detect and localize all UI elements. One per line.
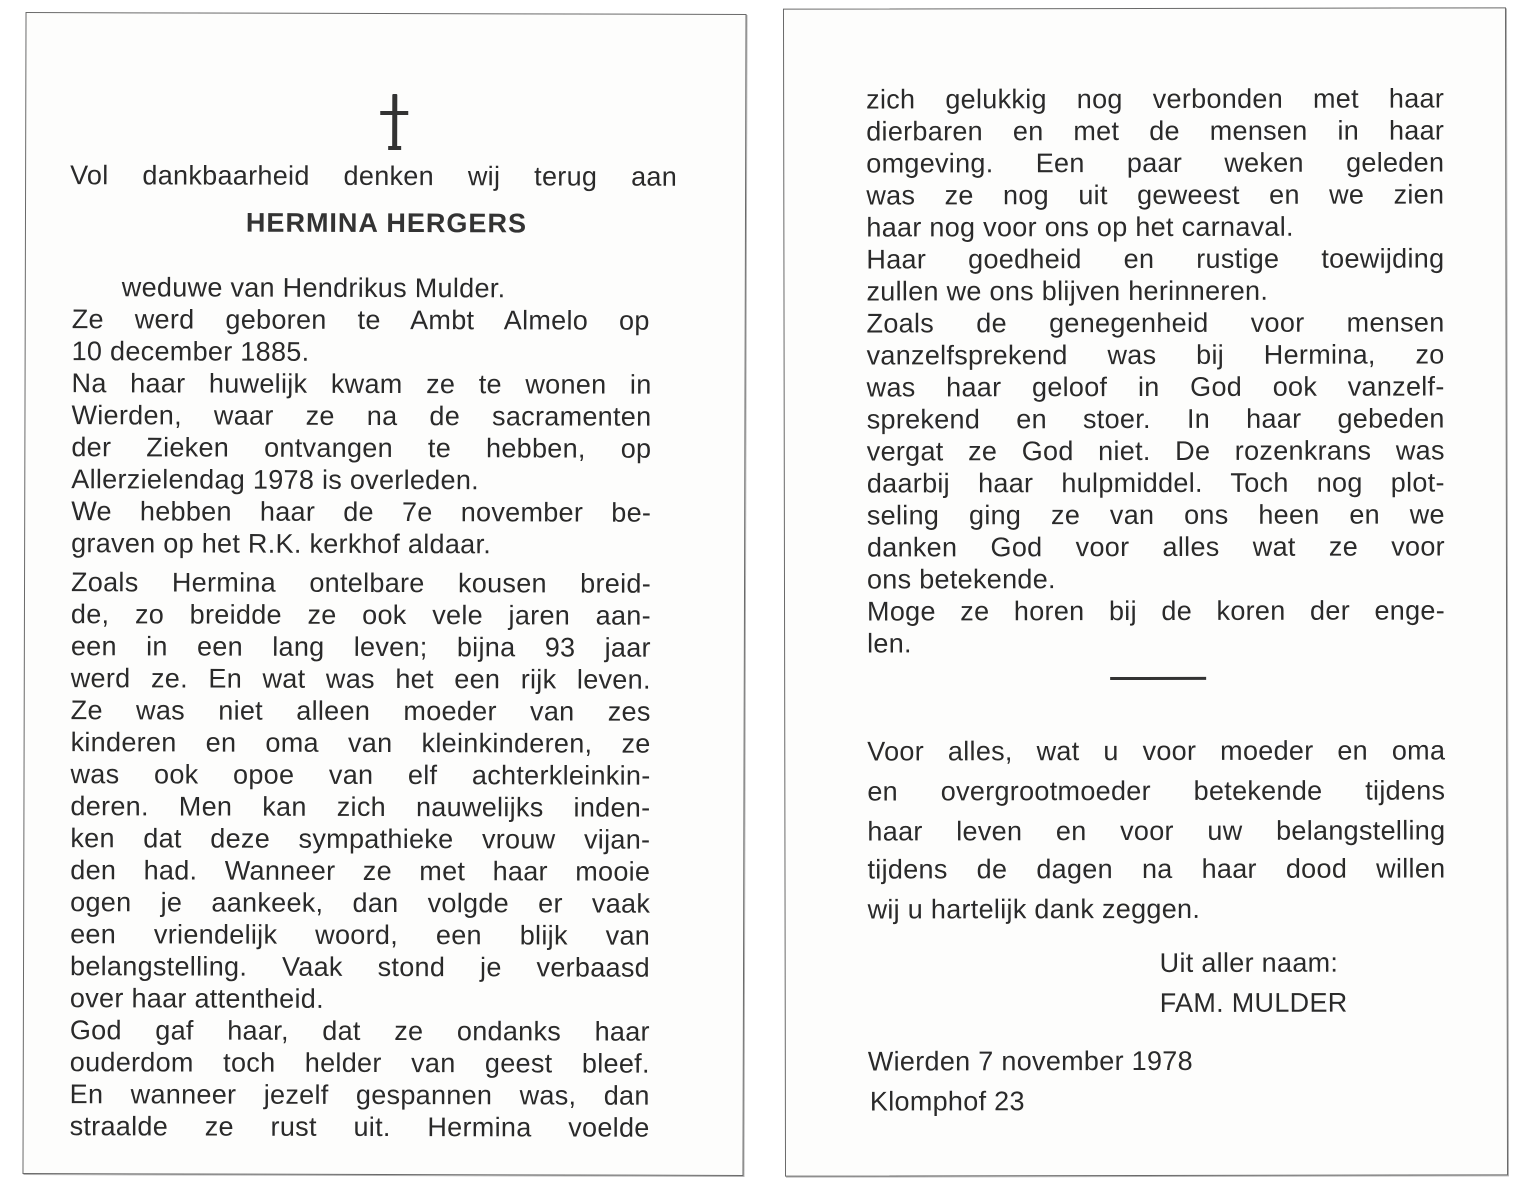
family-name: FAM. MULDER xyxy=(1159,987,1348,1018)
body-line: der Zieken ontvangen te hebben, op xyxy=(71,432,652,464)
body-line: weduwe van Hendrikus Mulder. xyxy=(121,272,506,304)
deceased-name: HERMINA HERGERS xyxy=(245,207,528,239)
body-line: daarbij haar hulpmiddel. Toch nog plot- xyxy=(866,467,1445,499)
body-line: den had. Wanneer ze met haar mooie xyxy=(70,855,651,887)
body-line: danken God voor alles wat ze voor xyxy=(866,531,1445,563)
body-line: straalde ze rust uit. Hermina voelde xyxy=(69,1111,650,1143)
body-line: werd ze. En wat was het een rijk leven. xyxy=(70,663,651,695)
body-line: een vriendelijk woord, een blijk van xyxy=(70,919,651,951)
body-line: ken dat deze sympathieke vrouw vijan- xyxy=(70,823,651,855)
body-line: was ook opoe van elf achterkleinkin- xyxy=(70,759,651,791)
intro-line: Vol dankbaarheid denken wij terug aan xyxy=(70,160,678,192)
prayer-card-right-page xyxy=(783,7,1508,1176)
address: Klomphof 23 xyxy=(869,1086,1025,1117)
body-line: Wierden, waar ze na de sacramenten xyxy=(71,400,652,432)
thanks-line: tijdens de dagen na haar dood willen xyxy=(867,853,1446,885)
section-divider xyxy=(1110,677,1206,680)
cross-icon xyxy=(378,94,412,152)
body-line: ouderdom toch helder van geest bleef. xyxy=(69,1047,650,1079)
body-line: Ze werd geboren te Ambt Almelo op xyxy=(71,304,650,336)
body-line: haar nog voor ons op het carnaval. xyxy=(866,211,1294,243)
body-line: 10 december 1885. xyxy=(71,336,310,367)
body-line: Zoals de genegenheid voor mensen xyxy=(866,307,1445,339)
body-line: was ze nog uit geweest en we zien xyxy=(866,179,1445,211)
thanks-line: wij u hartelijk dank zeggen. xyxy=(867,893,1201,925)
body-line: de, zo breidde ze ook vele jaren aan- xyxy=(70,599,651,631)
body-line: Allerzielendag 1978 is overleden. xyxy=(71,464,480,496)
signoff-text: Uit aller naam: xyxy=(1159,947,1339,978)
body-line: graven op het R.K. kerkhof aldaar. xyxy=(71,528,492,560)
place-date: Wierden 7 november 1978 xyxy=(867,1045,1193,1077)
body-line: sprekend en stoer. In haar gebeden xyxy=(866,403,1445,435)
body-line: deren. Men kan zich nauwelijks inden- xyxy=(70,791,651,823)
body-line: Ze was niet alleen moeder van zes xyxy=(70,695,651,727)
body-line: kinderen en oma van kleinkinderen, ze xyxy=(70,727,651,759)
thanks-line: Voor alles, wat u voor moeder en oma xyxy=(867,735,1446,767)
body-line: vanzelfsprekend was bij Hermina, zo xyxy=(866,339,1445,371)
body-line: Haar goedheid en rustige toewijding xyxy=(866,243,1445,275)
body-line: dierbaren en met de mensen in haar xyxy=(866,115,1445,147)
body-line: vergat ze God niet. De rozenkrans was xyxy=(866,435,1445,467)
body-line: We hebben haar de 7e november be- xyxy=(71,496,652,528)
thanks-line: en overgrootmoeder betekende tijdens xyxy=(867,775,1446,807)
body-line: Zoals Hermina ontelbare kousen breid- xyxy=(70,567,652,599)
body-line: over haar attentheid. xyxy=(69,983,324,1014)
prayer-card-left-page xyxy=(22,12,746,1176)
body-line: ons betekende. xyxy=(866,564,1056,595)
body-line: was haar geloof in God ook vanzelf- xyxy=(866,371,1445,403)
body-line: Na haar huwelijk kwam ze te wonen in xyxy=(71,368,652,400)
body-line: En wanneer jezelf gespannen was, dan xyxy=(69,1079,650,1111)
body-line: God gaf haar, dat ze ondanks haar xyxy=(69,1015,650,1047)
body-line: belangstelling. Vaak stond je verbaasd xyxy=(69,951,651,983)
body-line: ogen je aankeek, dan volgde er vaak xyxy=(70,887,651,919)
body-line: len. xyxy=(867,628,912,659)
body-line: seling ging ze van ons heen en we xyxy=(866,499,1445,531)
body-line: zullen we ons blijven herinneren. xyxy=(866,275,1269,307)
body-line: Moge ze horen bij de koren der enge- xyxy=(867,595,1446,627)
body-line: omgeving. Een paar weken geleden xyxy=(866,147,1445,179)
body-line: een in een lang leven; bijna 93 jaar xyxy=(70,631,651,663)
thanks-line: haar leven en voor uw belangstelling xyxy=(867,815,1446,847)
body-line: zich gelukkig nog verbonden met haar xyxy=(866,83,1445,115)
